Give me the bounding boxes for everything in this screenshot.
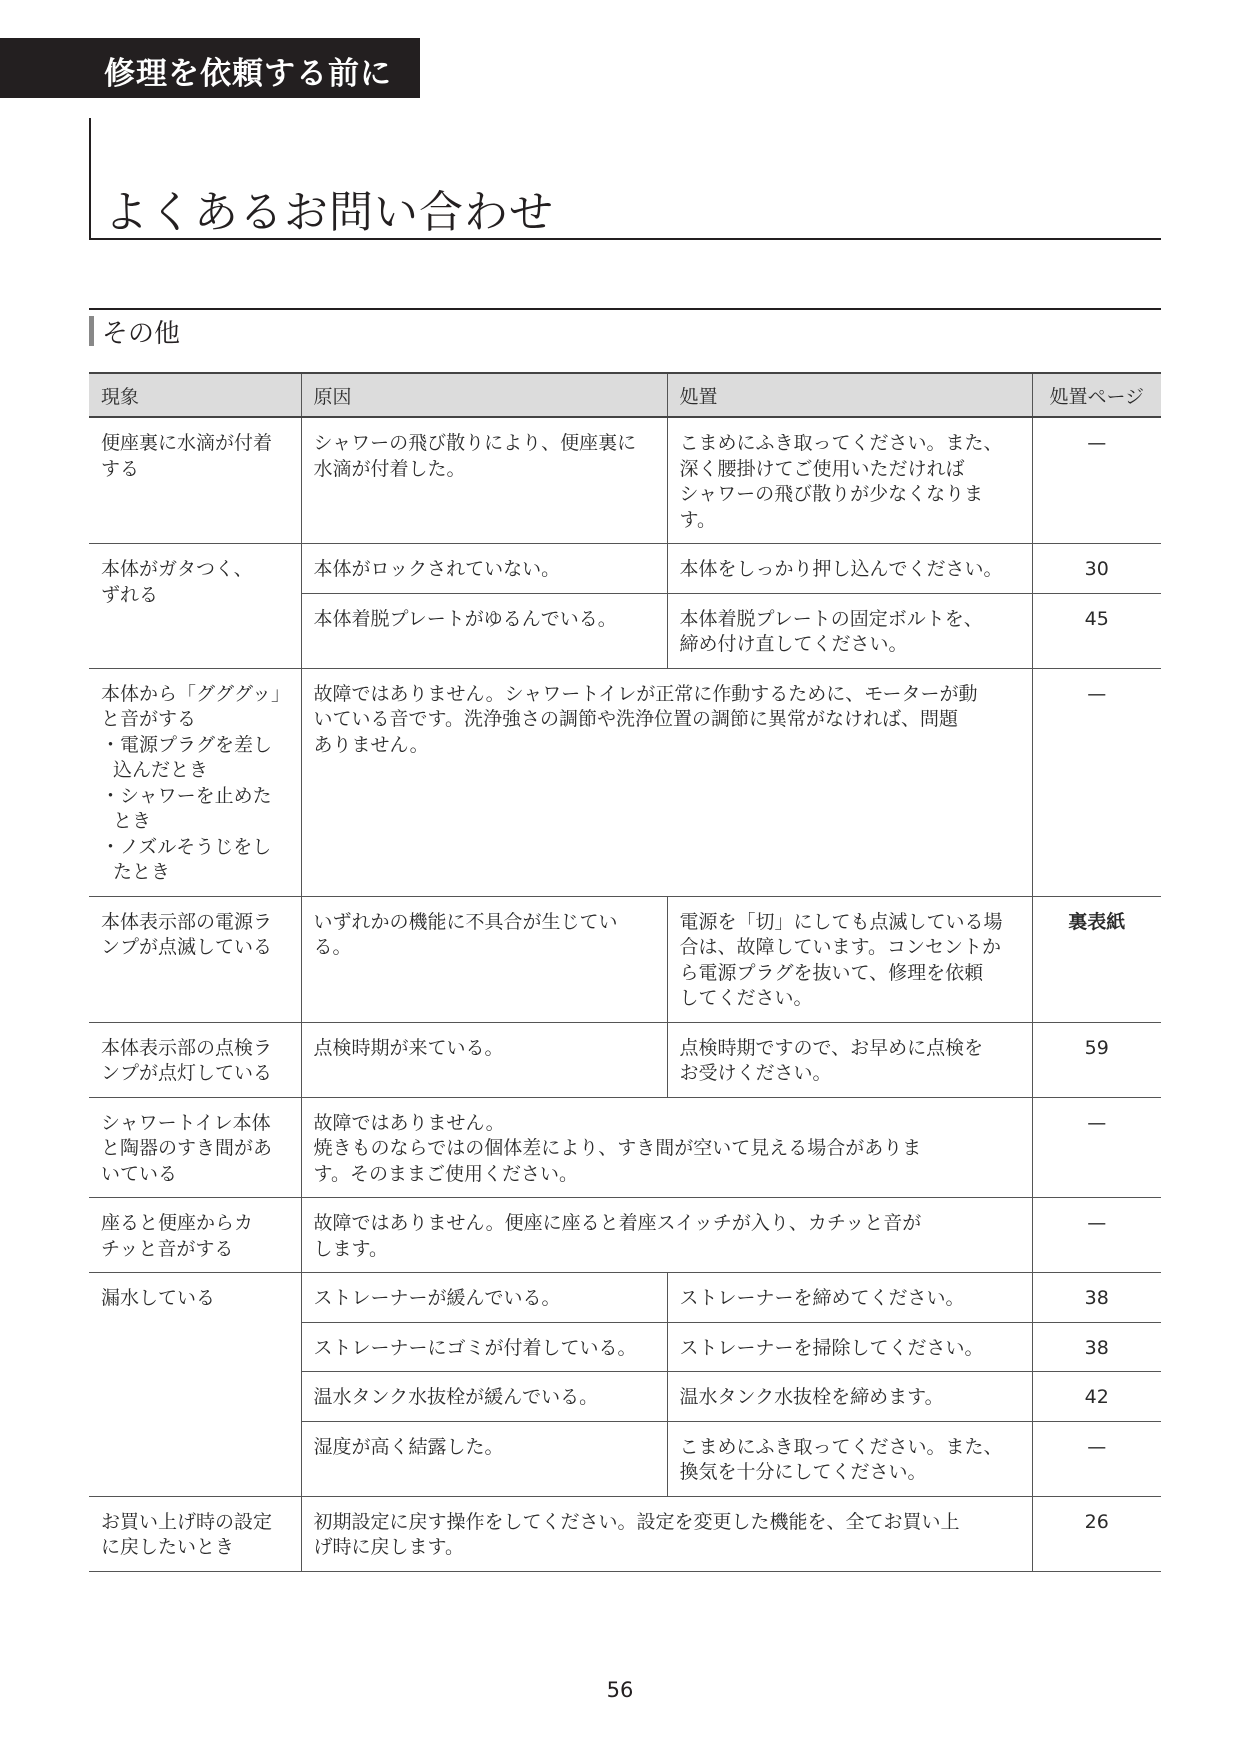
- page-ref-cell: —: [1032, 1097, 1161, 1198]
- table-row: [89, 417, 1161, 544]
- symptom-cell: [89, 1022, 301, 1097]
- table-row: [89, 668, 1161, 896]
- table-row: [89, 1022, 1161, 1097]
- action-cell: [667, 1022, 1032, 1097]
- cell-line: す。そのままご使用ください。: [313, 1162, 578, 1185]
- cell-line: 点検時期が来ている。: [313, 1036, 504, 1059]
- table-row: [89, 1198, 1161, 1273]
- symptom-line: ずれる: [101, 583, 159, 606]
- cause-action-merged-cell: [301, 668, 1032, 896]
- cell-line: 温水タンク水抜栓が緩んでいる。: [313, 1386, 599, 1408]
- cell-line: 深く腰掛けてご使用いただければ: [679, 457, 965, 480]
- action-cell: [667, 1273, 1032, 1323]
- cause-action-merged-cell: [301, 1097, 1032, 1198]
- cause-action-merged-cell: [301, 1496, 1032, 1571]
- symptom-line: 本体から「グググッ」: [101, 682, 291, 705]
- symptom-line: する: [101, 457, 140, 480]
- action-cell: [667, 1372, 1032, 1422]
- symptom-cell: [89, 668, 301, 896]
- cell-line: シャワーの飛び散りが少なくなりま: [679, 483, 984, 505]
- page-ref-cell: 裏表紙: [1032, 896, 1161, 1022]
- symptom-cell: [89, 417, 301, 544]
- cell-line: ストレーナーにゴミが付着している。: [313, 1336, 637, 1359]
- cell-line: 本体着脱プレートの固定ボルトを、: [679, 607, 983, 630]
- page-ref-cell: 42: [1032, 1372, 1161, 1422]
- page-ref-cell: 38: [1032, 1322, 1161, 1372]
- symptom-line: ンプが点滅している: [101, 936, 273, 958]
- cell-line: 湿度が高く結露した。: [313, 1435, 504, 1458]
- cause-cell: [301, 417, 667, 544]
- cell-line: シャワーの飛び散りにより、便座裏に: [313, 432, 637, 454]
- title-rule-horizontal: [89, 238, 1161, 240]
- cause-cell: [301, 1322, 667, 1372]
- symptom-line: お買い上げ時の設定: [101, 1510, 273, 1533]
- action-cell: [667, 593, 1032, 668]
- symptom-line: 本体がガタつく、: [101, 558, 253, 580]
- symptom-line: ンプが点灯している: [101, 1062, 273, 1084]
- cell-line: いている音です。洗浄強さの調節や洗浄位置の調節に異常がなければ、問題: [313, 708, 958, 730]
- cell-line: 初期設定に戻す操作をしてください。設定を変更した機能を、全てお買い上: [313, 1510, 960, 1533]
- table-row: [89, 544, 1161, 594]
- cell-line: す。: [679, 508, 716, 531]
- page-ref-cell: 26: [1032, 1496, 1161, 1571]
- header-action: 処置: [667, 373, 1032, 417]
- cause-cell: [301, 1421, 667, 1496]
- table-row: [89, 1496, 1161, 1571]
- page-ref-cell: —: [1032, 417, 1161, 544]
- section-rule: [89, 308, 1161, 310]
- page-number: 56: [606, 1678, 634, 1702]
- page-ref-cell: 30: [1032, 544, 1161, 594]
- cell-line: 温水タンク水抜栓を締めます。: [679, 1386, 944, 1408]
- cell-line: 電源を「切」にしても点滅している場: [679, 910, 1003, 933]
- symptom-line: チッと音がする: [101, 1237, 234, 1260]
- cause-action-merged-cell: [301, 1198, 1032, 1273]
- cause-cell: [301, 1022, 667, 1097]
- cell-line: 合は、故障しています。コンセントか: [679, 936, 1001, 958]
- cell-line: お受けください。: [679, 1062, 832, 1084]
- page-ref-cell: —: [1032, 668, 1161, 896]
- cell-line: してください。: [679, 987, 813, 1009]
- cell-line: ら電源プラグを抜いて、修理を依頼: [679, 961, 984, 984]
- page-ref-cell: —: [1032, 1198, 1161, 1273]
- cell-line: ありません。: [313, 733, 429, 756]
- table-row: [89, 1273, 1161, 1323]
- cell-line: る。: [313, 936, 352, 958]
- symptom-line: 本体表示部の点検ラ: [101, 1036, 273, 1059]
- cell-line: 換気を十分にしてください。: [679, 1461, 927, 1483]
- table-row: [89, 896, 1161, 1022]
- page-title: よくあるお問い合わせ: [104, 187, 554, 238]
- section-title: その他: [102, 319, 181, 349]
- section-marker: [89, 316, 94, 346]
- cell-line: ストレーナーを掃除してください。: [679, 1336, 984, 1359]
- cell-line: こまめにふき取ってください。また、: [679, 432, 1003, 454]
- symptom-line: いている: [101, 1162, 178, 1185]
- action-cell: [667, 1421, 1032, 1496]
- symptom-cell: [89, 1496, 301, 1571]
- cell-line: 水滴が付着した。: [313, 457, 466, 480]
- page-ref-cell: 59: [1032, 1022, 1161, 1097]
- action-cell: [667, 417, 1032, 544]
- action-cell: [667, 896, 1032, 1022]
- page-ref-cell: —: [1032, 1421, 1161, 1496]
- cell-line: 故障ではありません。便座に座ると着座スイッチが入り、カチッと音が: [313, 1212, 922, 1234]
- cell-line: 故障ではありません。シャワートイレが正常に作動するために、モーターが動: [313, 682, 978, 705]
- action-cell: [667, 544, 1032, 594]
- table-row: [89, 1097, 1161, 1198]
- symptom-line: 漏水している: [101, 1287, 216, 1309]
- symptom-cell: [89, 896, 301, 1022]
- action-cell: [667, 1322, 1032, 1372]
- page-ref-cell: 38: [1032, 1273, 1161, 1323]
- table-header-row: [89, 373, 1161, 417]
- symptom-cell: [89, 1198, 301, 1273]
- cell-line: します。: [313, 1237, 388, 1260]
- symptom-line: と陶器のすき間があ: [101, 1137, 273, 1159]
- symptom-list-item: ・電源プラグを差し込んだとき: [101, 733, 273, 781]
- symptom-line: シャワートイレ本体: [101, 1111, 271, 1134]
- cause-cell: [301, 896, 667, 1022]
- symptom-cell: [89, 544, 301, 669]
- title-rule-vertical: [89, 118, 91, 240]
- section-header-label: 修理を依頼する前に: [104, 56, 392, 92]
- cell-line: 本体着脱プレートがゆるんでいる。: [313, 607, 617, 630]
- symptom-line: 便座裏に水滴が付着: [101, 432, 273, 454]
- symptom-line: 本体表示部の電源ラ: [101, 910, 273, 933]
- cause-cell: [301, 593, 667, 668]
- symptom-cell: [89, 1097, 301, 1198]
- symptom-line: 座ると便座からカ: [101, 1212, 254, 1234]
- symptom-line: に戻したいとき: [101, 1536, 235, 1558]
- symptom-cell: [89, 1273, 301, 1497]
- cell-line: 故障ではありません。: [313, 1111, 505, 1134]
- header-symptom: 現象: [89, 373, 301, 417]
- cell-line: 点検時期ですので、お早めに点検を: [679, 1036, 984, 1059]
- cause-cell: [301, 1273, 667, 1323]
- cause-cell: [301, 544, 667, 594]
- cell-line: 焼きものならではの個体差により、すき間が空いて見える場合がありま: [313, 1137, 922, 1159]
- page-ref-cell: 45: [1032, 593, 1161, 668]
- symptom-line: と音がする: [101, 708, 197, 730]
- symptom-list-item: ・ノズルそうじをしたとき: [101, 835, 272, 883]
- header-page: 処置ページ: [1032, 373, 1161, 417]
- cell-line: げ時に戻します。: [313, 1536, 464, 1558]
- cell-line: 本体をしっかり押し込んでください。: [679, 558, 1003, 580]
- faq-table: [89, 372, 1161, 1572]
- cell-line: こまめにふき取ってください。また、: [679, 1435, 1003, 1458]
- cell-line: 本体がロックされていない。: [313, 558, 561, 580]
- cell-line: ストレーナーが緩んでいる。: [313, 1287, 561, 1309]
- symptom-list-item: ・シャワーを止めたとき: [101, 784, 272, 832]
- header-cause: 原因: [301, 373, 667, 417]
- cell-line: ストレーナーを締めてください。: [679, 1287, 965, 1309]
- cell-line: 締め付け直してください。: [679, 633, 908, 655]
- section-header-tab: [0, 38, 420, 98]
- cause-cell: [301, 1372, 667, 1422]
- cell-line: いずれかの機能に不具合が生じてい: [313, 910, 618, 933]
